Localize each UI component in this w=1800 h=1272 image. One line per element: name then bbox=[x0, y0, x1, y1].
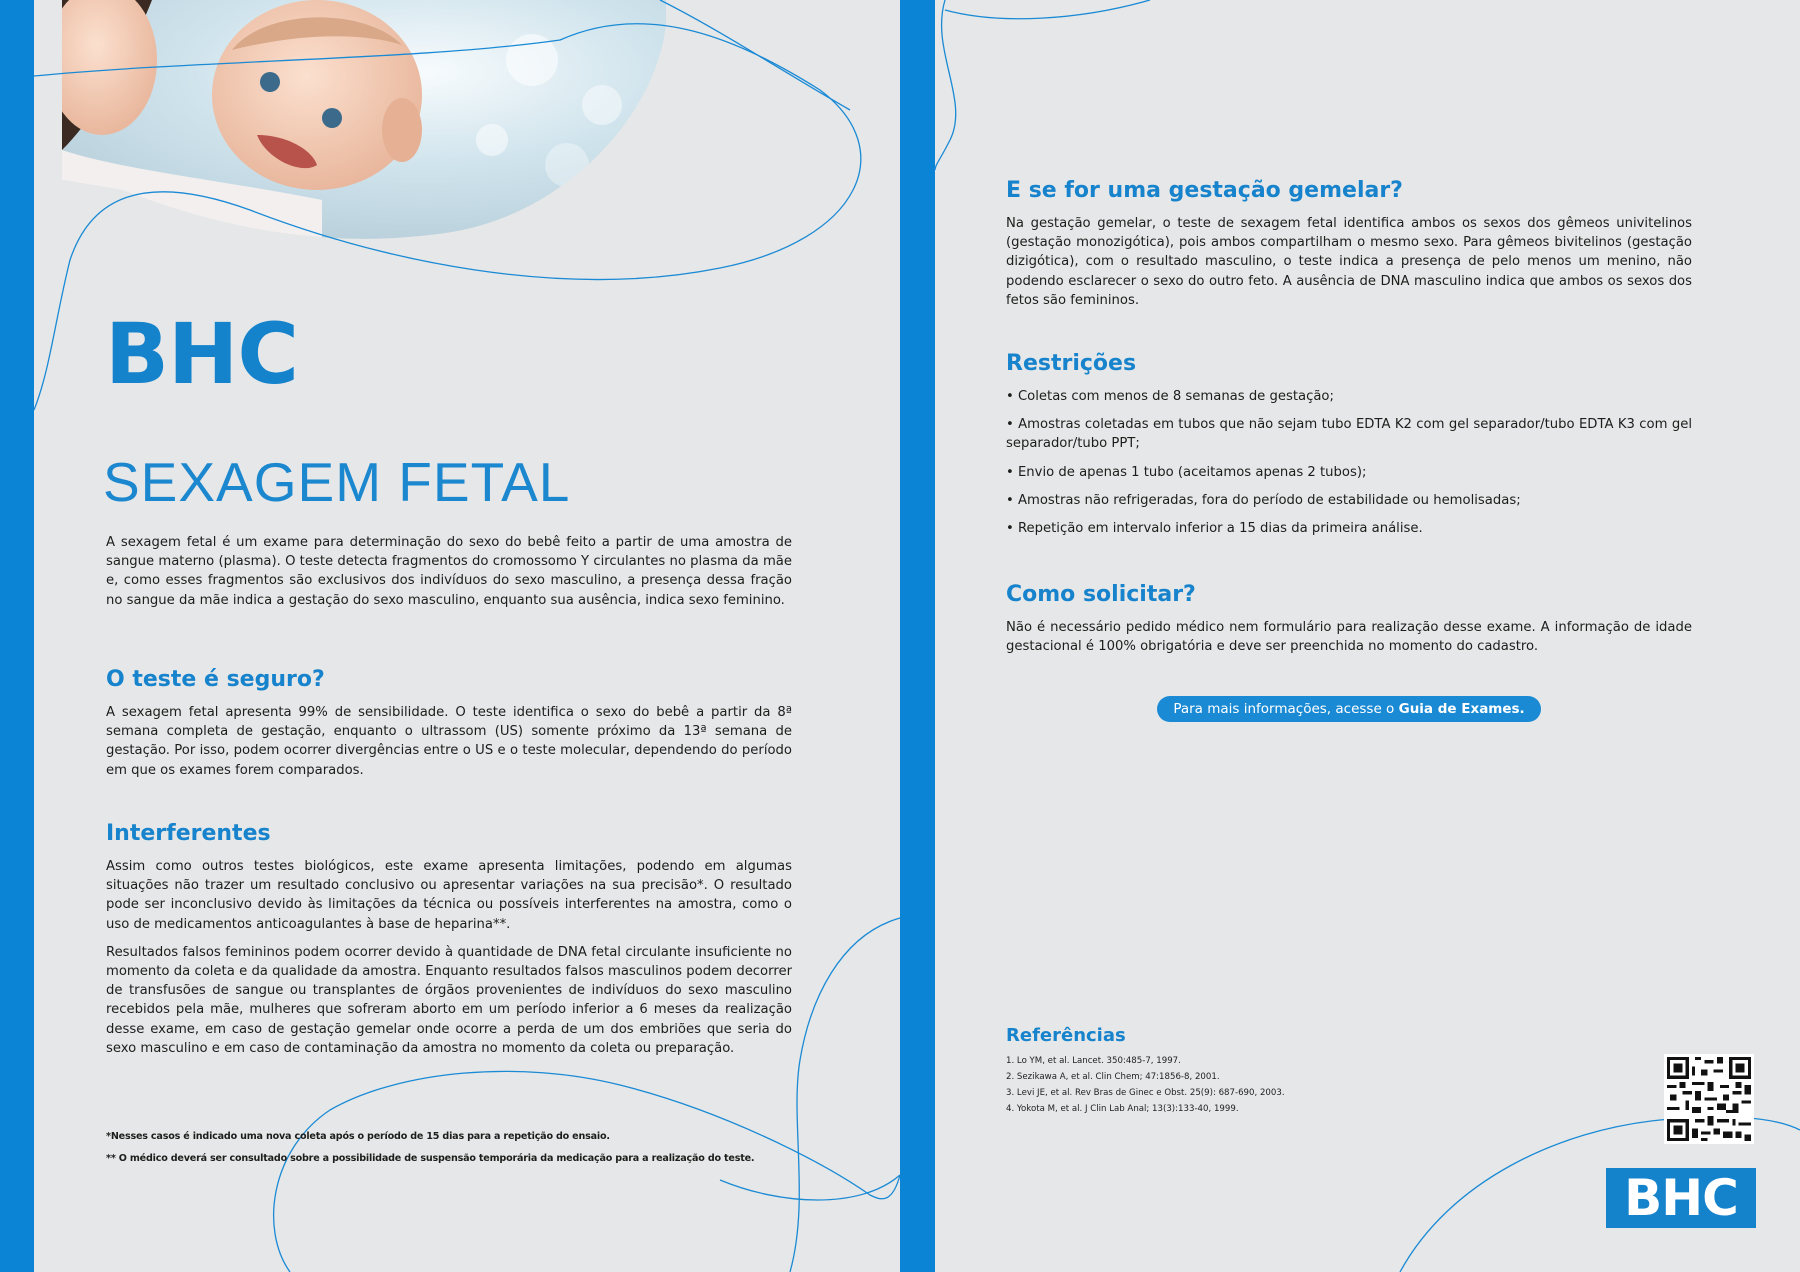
qr-code[interactable] bbox=[1664, 1054, 1754, 1144]
reference-item: 1. Lo YM, et al. Lancet. 350:485-7, 1997. bbox=[1006, 1056, 1181, 1066]
bhc-logo-small: BHC bbox=[1606, 1168, 1756, 1228]
request-section bbox=[1006, 582, 1692, 665]
exam-guide-link-button[interactable] bbox=[1157, 696, 1541, 722]
footnote-2: ** O médico deverá ser consultado sobre a possibilidade de suspensão temporária da medicação para a realização do teste. bbox=[106, 1153, 755, 1164]
mother-baby-photo bbox=[62, 0, 666, 240]
references-list bbox=[1006, 1053, 1285, 1117]
interferents-heading: Interferentes bbox=[106, 821, 271, 846]
bhc-logo: BHC bbox=[105, 305, 298, 403]
interferents-section bbox=[106, 821, 792, 1067]
restriction-item: • Amostras não refrigeradas, fora do período de estabilidade ou hemolisadas; bbox=[1006, 492, 1521, 508]
twins-section bbox=[1006, 178, 1692, 319]
restriction-item: • Envio de apenas 1 tubo (aceitamos apenas 2 tubos); bbox=[1006, 464, 1367, 480]
page-title: SEXAGEM FETAL bbox=[103, 451, 571, 513]
footnote-1: *Nesses casos é indicado uma nova coleta após o período de 15 dias para a repetição do ensaio. bbox=[106, 1131, 610, 1142]
footnotes bbox=[106, 1130, 796, 1174]
restrictions-section bbox=[1006, 351, 1692, 547]
interferents-paragraph-2: Resultados falsos femininos podem ocorrer devido à quantidade de DNA fetal circulante insuficiente no momento da coleta e da qualidade da amostra. Enquanto resultados falsos masculinos podem decorrer de transfusões de sangue ou transplantes de órgãos provenientes de indivíduos do sexo masculino recebidos pela mãe, mulheres que sofreram aborto em um período inferior a 6 meses da realização desse exame, em caso de gestação gemelar onde ocorre a perda de um dos embriões que seria do sexo masculino e em caso de contaminação da amostra no momento da coleta ou preparação. bbox=[106, 944, 792, 1056]
safety-section bbox=[106, 667, 792, 789]
request-paragraph: Não é necessário pedido médico nem formulário para realização desse exame. A informação de idade gestacional é 100% obrigatória e deve ser preenchida no momento do cadastro. bbox=[1006, 620, 1692, 655]
safety-heading: O teste é seguro? bbox=[106, 667, 325, 692]
cta-text: Para mais informações, acesse o bbox=[1173, 701, 1399, 717]
safety-paragraph: A sexagem fetal apresenta 99% de sensibilidade. O teste identifica o sexo do bebê a partir da 8ª semana completa de gestação, enquanto o ultrassom (US) somente próximo da 13ª semana de gestação. Por isso, podem ocorrer divergências entre o US e o teste molecular, dependendo do período em que os exames forem comparados. bbox=[106, 705, 792, 778]
interferents-paragraph-1: Assim como outros testes biológicos, este exame apresenta limitações, podendo em algumas situações não trazer um resultado conclusivo ou apresentar variações na sua precisão*. O resultado pode ser inconclusivo devido às limitações da técnica ou possíveis interferentes na amostra, como o uso de medicamentos anticoagulantes à base de heparina**. bbox=[106, 859, 792, 932]
cta-link-text[interactable]: Guia de Exames. bbox=[1398, 701, 1525, 717]
center-fold-bar bbox=[900, 0, 935, 1272]
twins-paragraph: Na gestação gemelar, o teste de sexagem fetal identifica ambos os sexos dos gêmeos univitelinos (gestação monozigótica), pois ambos compartilham o mesmo sexo. Para gêmeos bivitelinos (gestação dizigótica), com o resultado masculino, o teste indica a presença de pelo menos um menino, não podendo esclarecer o sexo do outro feto. A ausência de DNA masculino indica que ambos os sexos dos fetos são femininos. bbox=[1006, 216, 1692, 308]
reference-item: 3. Levi JE, et al. Rev Bras de Ginec e Obst. 25(9): 687-690, 2003. bbox=[1006, 1088, 1285, 1098]
request-heading: Como solicitar? bbox=[1006, 582, 1196, 607]
twins-heading: E se for uma gestação gemelar? bbox=[1006, 178, 1403, 203]
restriction-item: • Repetição em intervalo inferior a 15 dias da primeira análise. bbox=[1006, 521, 1423, 537]
left-edge-bar bbox=[0, 0, 34, 1272]
restriction-item: • Coletas com menos de 8 semanas de gestação; bbox=[1006, 389, 1334, 404]
reference-item: 2. Sezikawa A, et al. Clin Chem; 47:1856-8, 2001. bbox=[1006, 1072, 1220, 1082]
reference-item: 4. Yokota M, et al. J Clin Lab Anal; 13(3):133-40, 1999. bbox=[1006, 1104, 1239, 1114]
references-heading: Referências bbox=[1006, 1025, 1126, 1046]
restrictions-heading: Restrições bbox=[1006, 351, 1137, 376]
restriction-item: • Amostras coletadas em tubos que não sejam tubo EDTA K2 com gel separador/tubo EDTA K3 com gel separador/tubo PPT; bbox=[1006, 417, 1692, 452]
intro-paragraph: A sexagem fetal é um exame para determinação do sexo do bebê feito a partir de uma amostra de sangue materno (plasma). O teste detecta fragmentos do cromossomo Y circulantes no plasma da mãe e, como esses fragmentos são exclusivos dos indivíduos do sexo masculino, a presença dessa fração no sangue da mãe indica a gestação do sexo masculino, enquanto sua ausência, indica sexo feminino. bbox=[106, 535, 792, 608]
intro-section bbox=[106, 533, 792, 619]
